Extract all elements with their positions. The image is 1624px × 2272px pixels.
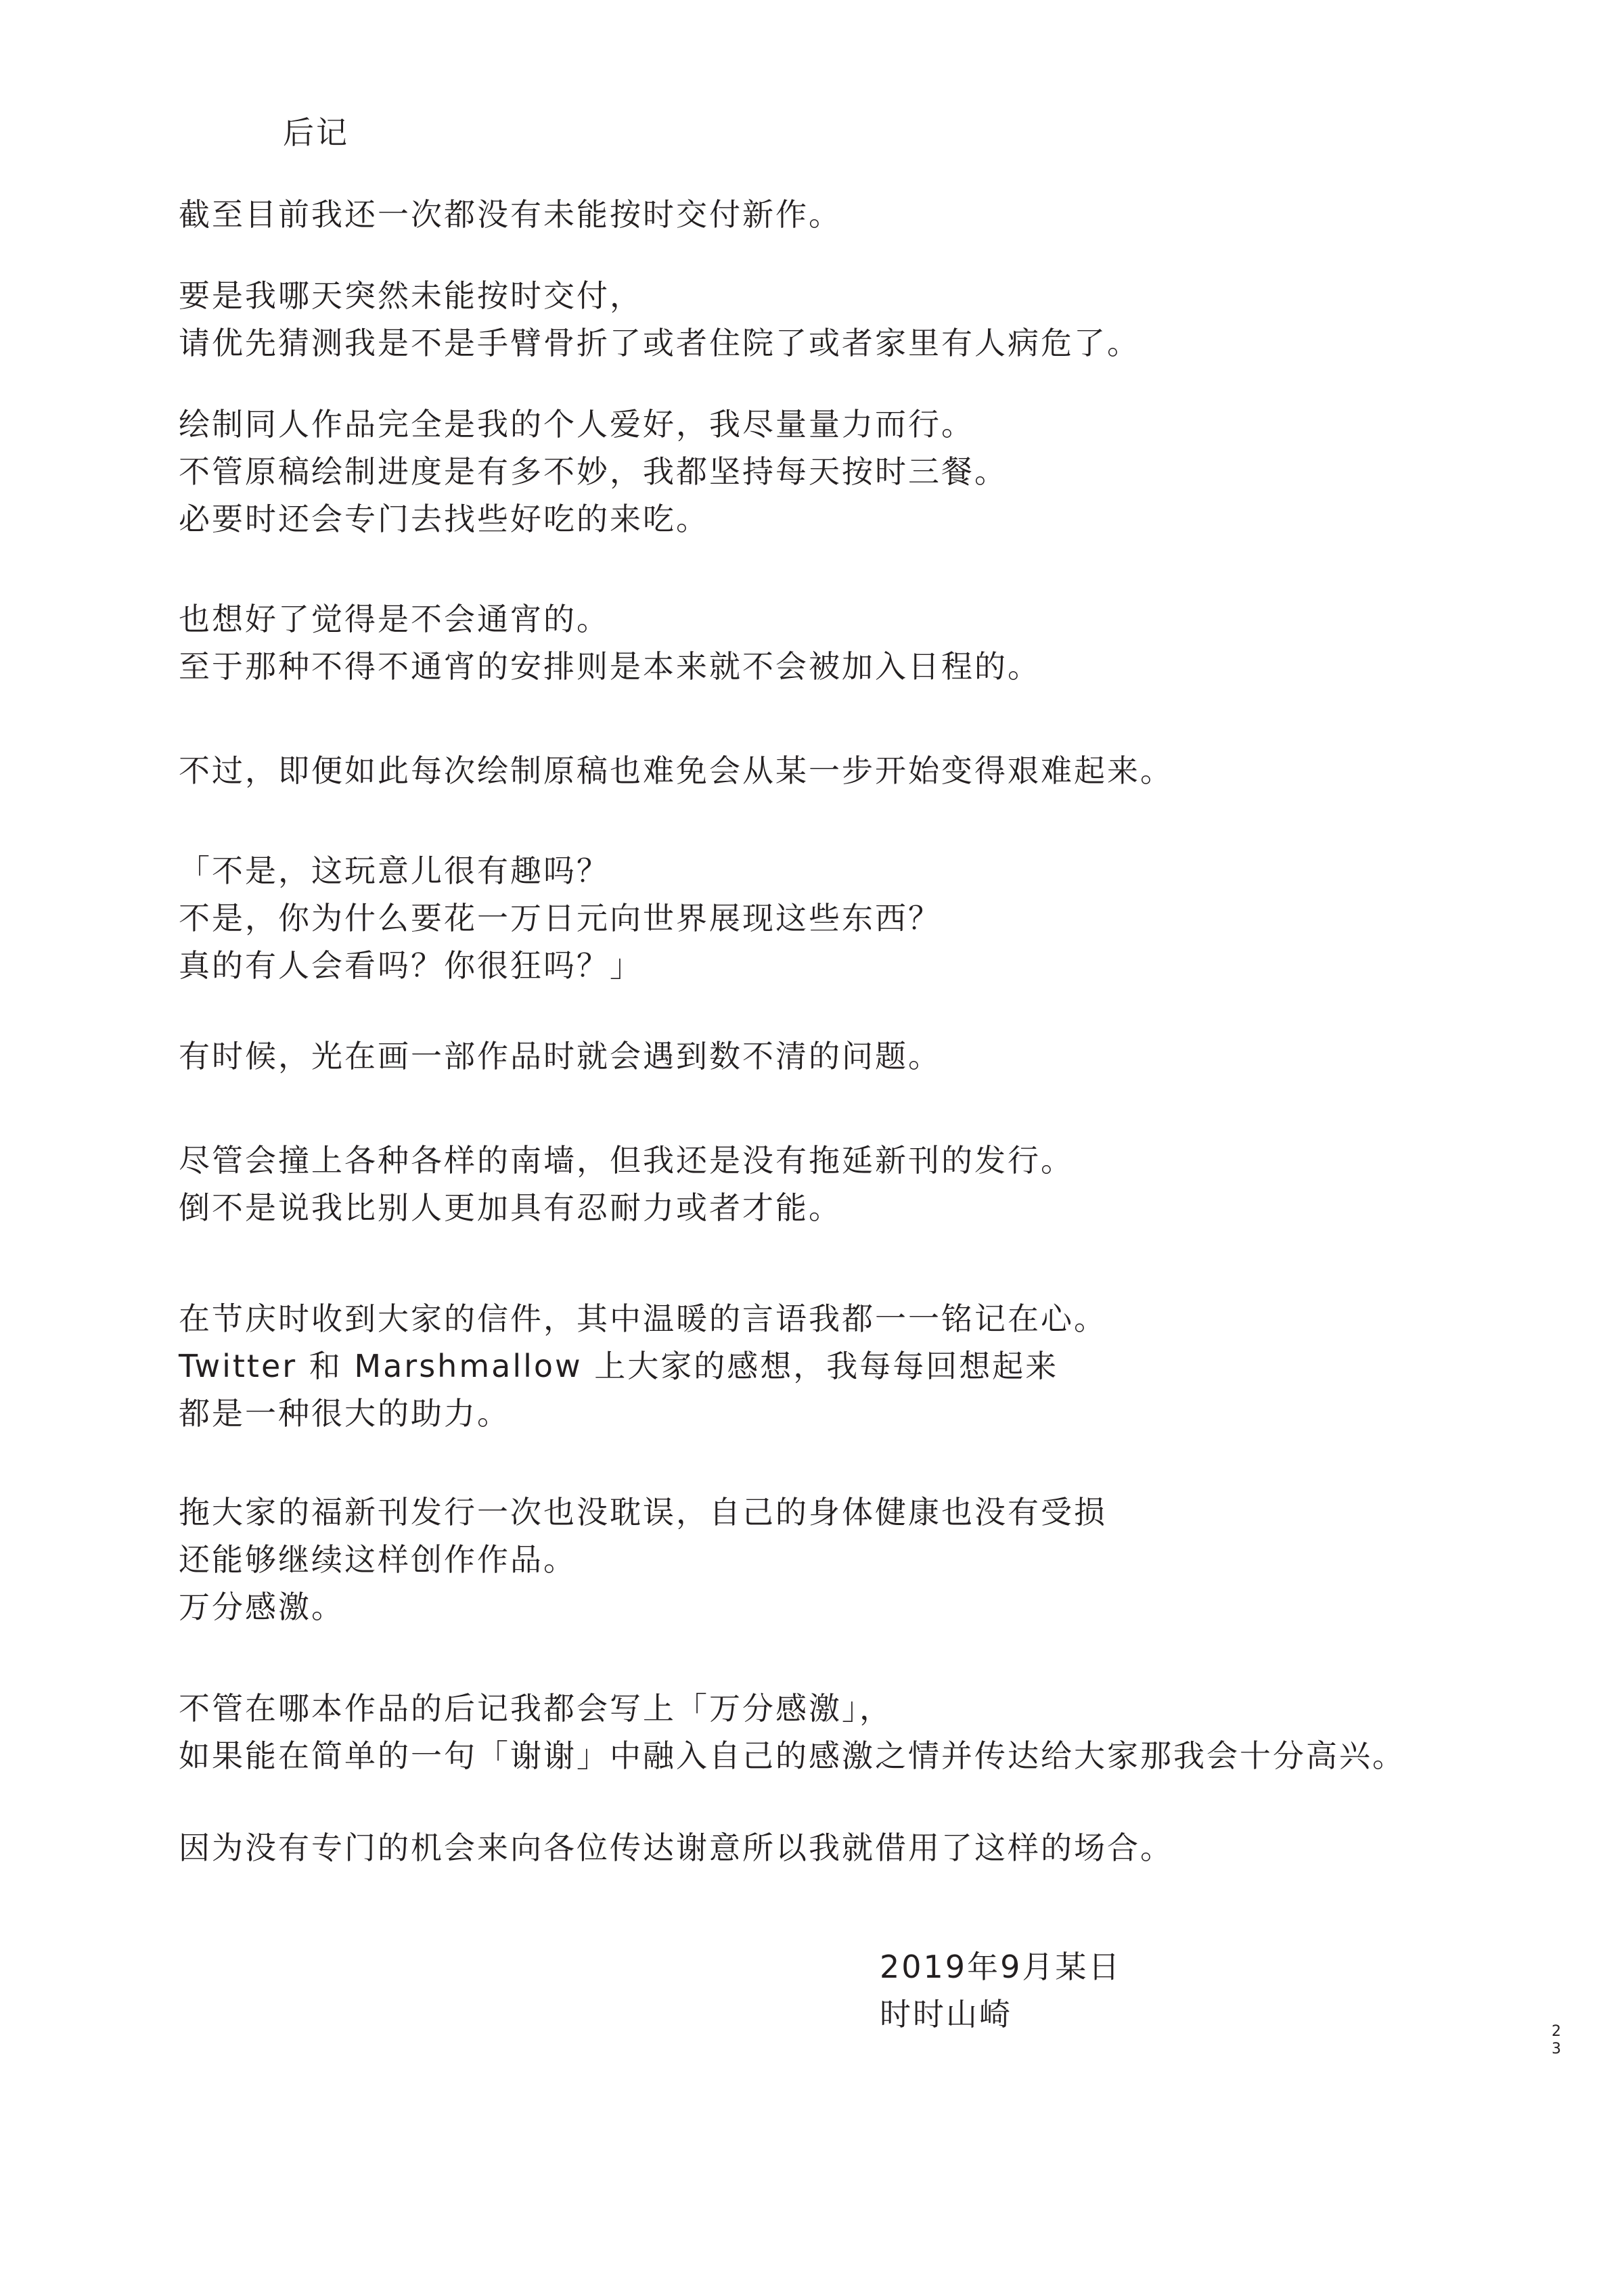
page-title: 后记 (283, 114, 349, 151)
paragraph (179, 401, 1532, 543)
text-line: 都是一种很大的助力。 (179, 1395, 510, 1432)
text-line: 不管在哪本作品的后记我都会写上「万分感激」， (179, 1690, 893, 1727)
text-line: 真的有人会看吗？你很狂吗？」 (179, 947, 643, 984)
text-line: 倒不是说我比别人更加具有忍耐力或者才能。 (179, 1189, 842, 1226)
paragraph (179, 595, 1532, 690)
text-line: 截至目前我还一次都没有未能按时交付新作。 (179, 196, 842, 233)
paragraph (179, 1489, 1532, 1631)
signature-block (880, 1943, 1121, 2038)
paragraph (179, 1685, 1532, 1779)
text-line: 万分感激。 (179, 1589, 344, 1625)
paragraph (179, 191, 1532, 238)
text-line: 不过，即便如此每次绘制原稿也难免会从某一步开始变得艰难起来。 (179, 752, 1173, 789)
text-line: 「不是，这玩意儿很有趣吗？ (179, 853, 610, 889)
paragraph (179, 272, 1532, 367)
text-line: 也想好了觉得是不会通宵的。 (179, 601, 610, 637)
text-line: 如果能在简单的一句「谢谢」中融入自己的感激之情并传达给大家那我会十分高兴。 (179, 1737, 1405, 1774)
paragraph (179, 1295, 1532, 1437)
text-line: Twitter 和 Marshmallow 上大家的感想，我每每回想起来 (179, 1348, 1059, 1384)
text-line: 还能够继续这样创作作品。 (179, 1541, 577, 1578)
signature-author: 时时山崎 (880, 1996, 1012, 2032)
text-line: 不管原稿绘制进度是有多不妙，我都坚持每天按时三餐。 (179, 453, 1008, 490)
text-line: 不是，你为什么要花一万日元向世界展现这些东西？ (179, 900, 941, 936)
text-line: 拖大家的福新刊发行一次也没耽误，自己的身体健康也没有受损 (179, 1494, 1107, 1530)
text-line: 在节庆时收到大家的信件，其中温暖的言语我都一一铭记在心。 (179, 1300, 1107, 1337)
paragraph (179, 747, 1532, 794)
text-line: 绘制同人作品完全是我的个人爱好，我尽量量力而行。 (179, 406, 974, 442)
signature-date: 2019年9月某日 (880, 1949, 1122, 1985)
text-line: 有时候，光在画一部作品时就会遇到数不清的问题。 (179, 1038, 941, 1074)
paragraph (179, 1032, 1532, 1080)
paragraph (179, 1824, 1532, 1871)
paragraph (179, 847, 1532, 989)
paragraph (179, 1137, 1532, 1231)
text-line: 因为没有专门的机会来向各位传达谢意所以我就借用了这样的场合。 (179, 1830, 1173, 1866)
page-number: 23 (1552, 2023, 1561, 2058)
text-line: 尽管会撞上各种各样的南墙，但我还是没有拖延新刊的发行。 (179, 1142, 1074, 1179)
text-line: 必要时还会专门去找些好吃的来吃。 (179, 501, 709, 537)
text-line: 请优先猜测我是不是手臂骨折了或者住院了或者家里有人病危了。 (179, 325, 1140, 361)
text-line: 要是我哪天突然未能按时交付， (179, 277, 643, 314)
text-line: 至于那种不得不通宵的安排则是本来就不会被加入日程的。 (179, 648, 1041, 685)
afterword-body (179, 191, 1532, 1871)
